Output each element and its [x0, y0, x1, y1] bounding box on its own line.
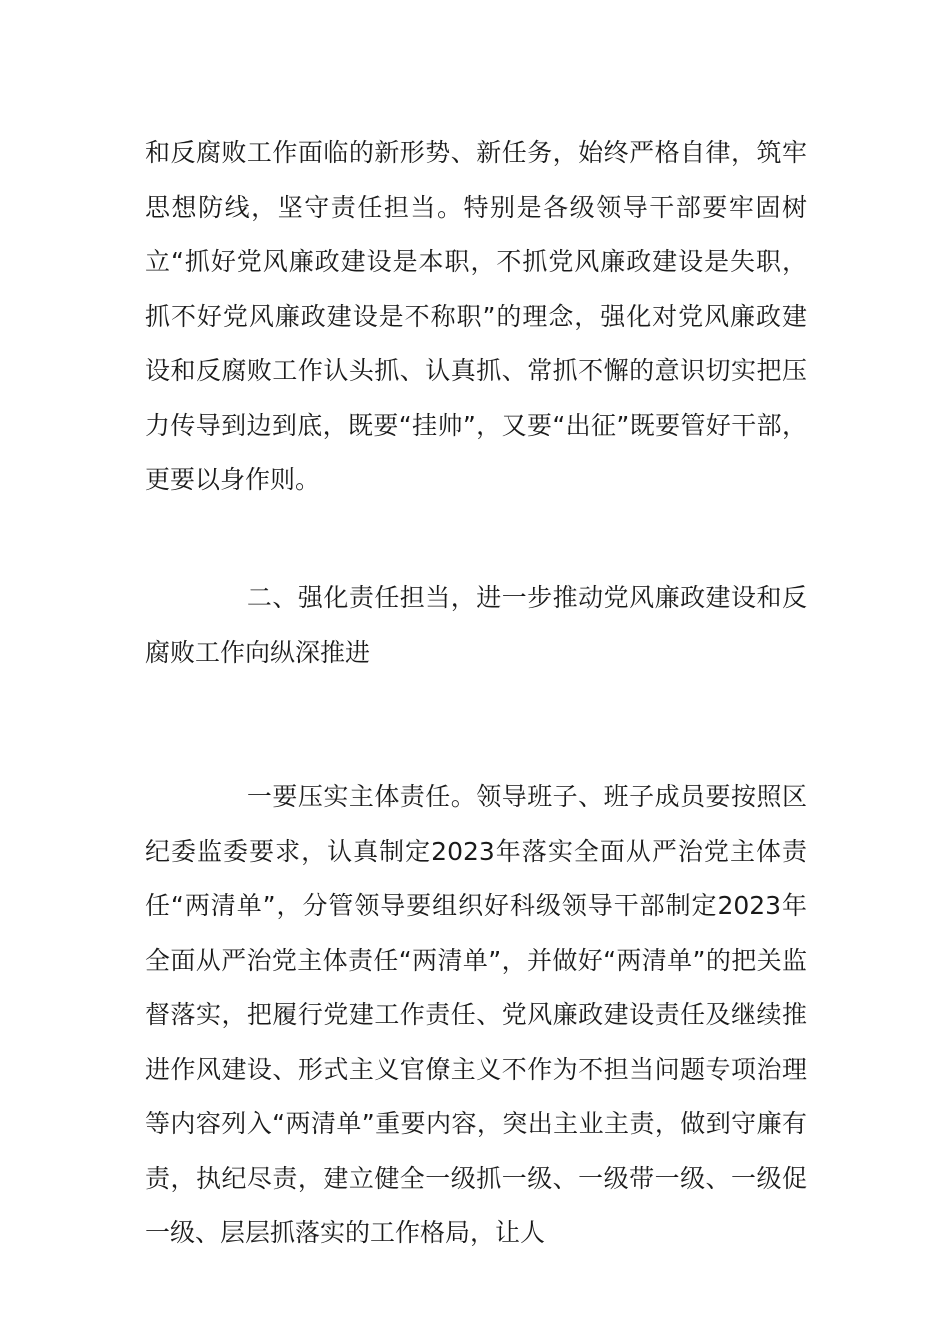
paragraph-body: 一要压实主体责任。领导班子、班子成员要按照区纪委监委要求，认真制定2023年落实全面从严治党主体责任“两清单”，分管领导要组织好科级领导干部制定2023年全面从严治党主体责任“两清单”，并做好“两清单”的把关监督落实，把履行党建工作责任、党风廉政建设责任及继续推进作风建设、形式主义官僚主义不作为不担当问题专项治理等内容列入“两清单”重要内容，突出主业主责，做到守廉有责，执纪尽责，建立健全一级抓一级、一级带一级、一级促一级、层层抓落实的工作格局，让人	[145, 782, 807, 1247]
section-heading: 二、强化责任担当，进一步推动党风廉政建设和反腐败工作向纵深推进	[145, 583, 807, 667]
paragraph-intro: 和反腐败工作面临的新形势、新任务，始终严格自律，筑牢思想防线，坚守责任担当。特别是各级领导干部要牢固树立“抓好党风廉政建设是本职，不抓党风廉政建设是失职，抓不好党风廉政建设是不称职”的理念，强化对党风廉政建设和反腐败工作认头抓、认真抓、常抓不懈的意识切实把压力传导到边到底，既要“挂帅”，又要“出征”既要管好干部，更要以身作则。	[145, 138, 807, 494]
